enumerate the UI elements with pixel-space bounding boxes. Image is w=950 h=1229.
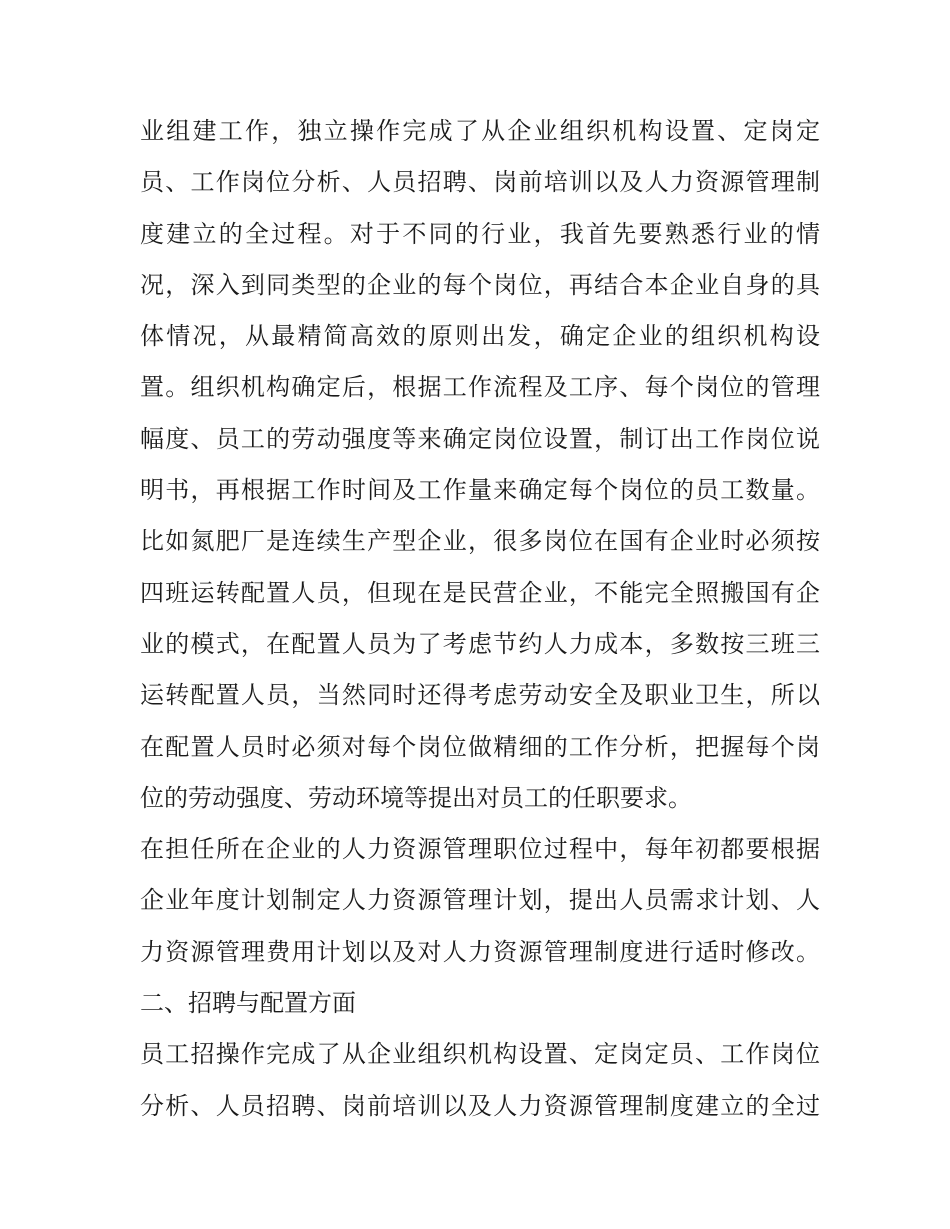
text-line: 幅度、员工的劳动强度等来确定岗位设置，制订出工作岗位说 [140,424,820,453]
text-line: 员工招操作完成了从企业组织机构设置、定岗定员、工作岗位 [140,1040,820,1069]
body-text [140,106,820,1132]
text-line: 在担任所在企业的人力资源管理职位过程中，每年初都要根据 [140,835,820,864]
text-line: 体情况，从最精简高效的原则出发，确定企业的组织机构设 [140,322,820,351]
text-line: 况，深入到同类型的企业的每个岗位，再结合本企业自身的具 [140,270,820,299]
text-line: 四班运转配置人员，但现在是民营企业，不能完全照搬国有企 [140,578,820,607]
text-line: 运转配置人员，当然同时还得考虑劳动安全及职业卫生，所以 [140,681,820,710]
text-line: 比如氮肥厂是连续生产型企业，很多岗位在国有企业时必须按 [140,527,820,556]
text-line: 企业年度计划制定人力资源管理计划，提出人员需求计划、人 [140,886,820,915]
text-line: 位的劳动强度、劳动环境等提出对员工的任职要求。 [140,783,692,812]
text-line: 分析、人员招聘、岗前培训以及人力资源管理制度建立的全过 [140,1091,820,1120]
text-line: 业的模式，在配置人员为了考虑节约人力成本，多数按三班三 [140,629,820,658]
text-line: 员、工作岗位分析、人员招聘、岗前培训以及人力资源管理制 [140,168,820,197]
text-line: 业组建工作，独立操作完成了从企业组织机构设置、定岗定 [140,117,820,145]
text-line: 置。组织机构确定后，根据工作流程及工序、每个岗位的管理 [140,373,820,402]
section-heading: 二、招聘与配置方面 [140,989,356,1018]
text-line: 力资源管理费用计划以及对人力资源管理制度进行适时修改。 [140,937,820,966]
text-line: 度建立的全过程。对于不同的行业，我首先要熟悉行业的情 [140,219,820,248]
text-line: 明书，再根据工作时间及工作量来确定每个岗位的员工数量。 [140,476,820,505]
text-line: 在配置人员时必须对每个岗位做精细的工作分析，把握每个岗 [140,732,820,761]
